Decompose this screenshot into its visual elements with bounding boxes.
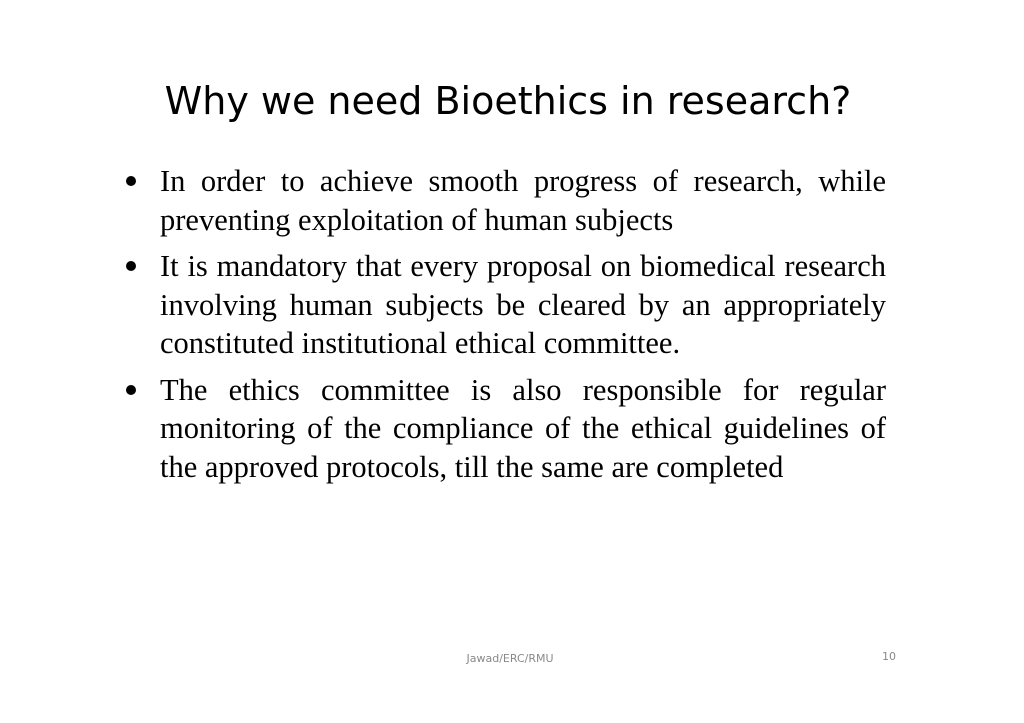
bullet-item (126, 162, 886, 239)
bullet-dot-icon (126, 176, 136, 186)
page-number: 10 (882, 650, 896, 663)
slide-title: Why we need Bioethics in research? (164, 79, 852, 123)
bullet-list (126, 162, 886, 494)
footer-text: Jawad/ERC/RMU (466, 652, 554, 665)
bullet-text: It is mandatory that every proposal on biomedical research involving human subjects be cleared by an appropriately constituted institutional ethical committee. (160, 249, 886, 360)
bullet-dot-icon (126, 385, 136, 395)
bullet-text: The ethics committee is also responsible for regular monitoring of the compliance of the ethical guidelines of the approved protocols, till the same are completed (160, 372, 886, 484)
bullet-item (126, 247, 886, 363)
bullet-item (126, 371, 886, 487)
bullet-dot-icon (126, 261, 136, 271)
bullet-text: In order to achieve smooth progress of research, while preventing exploitation of human subjects (160, 164, 886, 237)
